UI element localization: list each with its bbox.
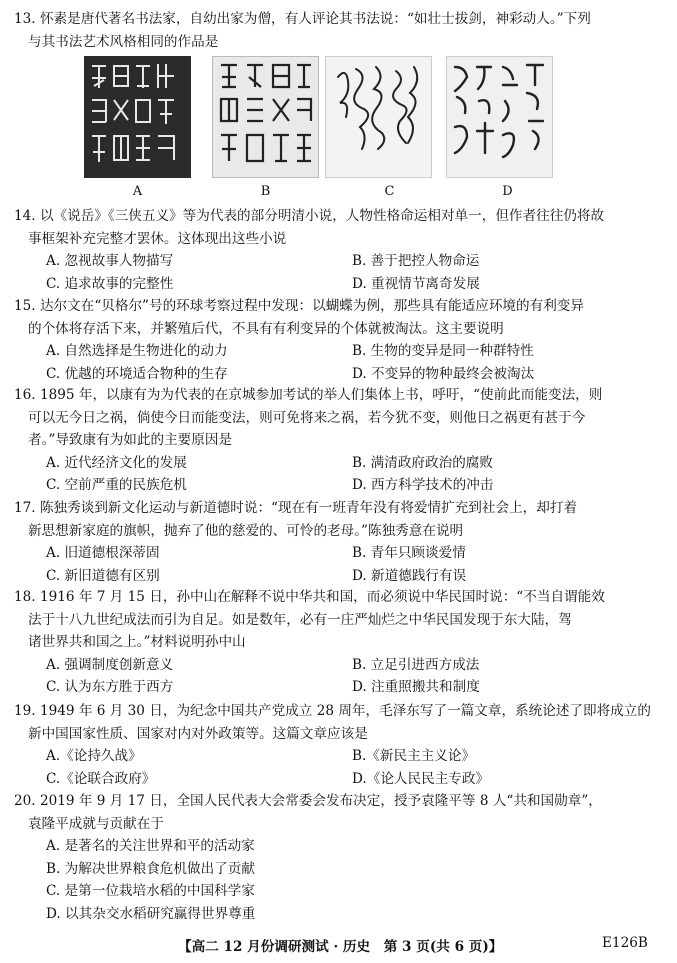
option-d: D. 不变异的物种最终会被淘汰 xyxy=(352,365,535,382)
calligraphy-image-d xyxy=(446,56,553,178)
options xyxy=(46,654,664,699)
option-b: B. 生物的变异是同一种群特性 xyxy=(352,343,534,359)
options xyxy=(46,452,664,497)
question-13 xyxy=(14,8,664,53)
question-stem: 者。”导致康有为如此的主要原因是 xyxy=(28,432,233,448)
option-b: B. 满清政府政治的腐败 xyxy=(352,454,493,471)
calligraphy-image-c xyxy=(325,56,432,178)
calligraphy-image-b xyxy=(212,56,319,178)
option-b: B. 为解决世界粮食危机做出了贡献 xyxy=(46,860,255,877)
calligraphy-images xyxy=(84,56,554,199)
question-stem: 13. 怀素是唐代著名书法家，自幼出家为僧，有人评论其书法说：“如壮士拔剑，神彩动人。”下列 xyxy=(14,11,591,27)
question-stem: 可以无今日之祸，倘使今日而能变法，则可免将来之祸，若今犹不变，则他日之祸更有甚于今 xyxy=(28,409,586,426)
question-stem: 18. 1916 年 7 月 15 日，孙中山在解释不说中华共和国，而必须说中华民国时说：“不当自谓能效 xyxy=(14,589,605,605)
question-stem: 诸世界共和国之上。”材料说明孙中山 xyxy=(28,634,246,650)
question-16 xyxy=(14,384,664,497)
option-c: C. 是第一位栽培水稻的中国科学家 xyxy=(46,883,255,899)
option-b: B. 善于把控人物命运 xyxy=(352,253,480,269)
question-18 xyxy=(14,586,664,699)
option-a: A.《论持久战》 xyxy=(46,748,142,764)
option-c: C. 空前严重的民族危机 xyxy=(46,477,187,493)
image-label-d: D xyxy=(502,184,513,199)
calligraphy-image-a xyxy=(84,56,191,178)
option-a: A. 是著名的关注世界和平的活动家 xyxy=(46,838,255,854)
option-c: C. 优越的环境适合物种的生存 xyxy=(46,365,228,382)
question-stem: 新思想新家庭的旗帜，抛弃了他的慈爱的、可怜的老母。”陈独秀意在说明 xyxy=(28,522,464,539)
options xyxy=(46,340,664,385)
options xyxy=(46,745,664,790)
option-d: D.《论人民民主专政》 xyxy=(352,770,490,787)
footer-title: 【高二 12 月份调研测试 · 历史 第 3 页(共 6 页)】 xyxy=(178,939,503,955)
question-stem: 20. 2019 年 9 月 17 日，全国人民代表大会常委会发布决定，授予袁隆平等 8 人“共和国勋章”， xyxy=(14,793,602,809)
option-a: A. 忽视故事人物描写 xyxy=(46,253,174,269)
question-stem: 19. 1949 年 6 月 30 日，为纪念中国共产党成立 28 周年，毛泽东写了一篇文章，系统论述了即将成立的 xyxy=(14,703,651,719)
question-stem: 14. 以《说岳》《三侠五义》等为代表的部分明清小说，人物性格命运相对单一，但作者往往仍将故 xyxy=(14,208,605,224)
question-20 xyxy=(14,790,664,925)
option-d: D. 注重照搬共和制度 xyxy=(352,679,480,695)
options xyxy=(46,542,664,587)
question-17 xyxy=(14,497,664,587)
option-b: B. 青年只顾谈爱情 xyxy=(352,545,466,561)
option-a: A. 自然选择是生物进化的动力 xyxy=(46,343,228,359)
option-c: C. 新旧道德有区别 xyxy=(46,567,160,584)
option-b: B.《新民主主义论》 xyxy=(352,748,476,764)
option-b: B. 立足引进西方成法 xyxy=(352,656,480,673)
question-stem: 17. 陈独秀谈到新文化运动与新道德时说：“现在有一班青年没有将爱情扩充到社会上，却打着 xyxy=(14,500,578,516)
option-a: A. 旧道德根深蒂固 xyxy=(46,545,160,561)
option-d: D. 西方科学技术的冲击 xyxy=(352,477,494,493)
option-a: A. 近代经济文化的发展 xyxy=(46,454,187,471)
option-d: D. 新道德践行有误 xyxy=(352,567,467,584)
question-15 xyxy=(14,295,664,385)
exam-code: E126B xyxy=(602,935,648,951)
question-14 xyxy=(14,205,664,295)
question-stem: 袁隆平成就与贡献在于 xyxy=(28,815,164,832)
options xyxy=(46,835,664,925)
question-stem: 法于十八九世纪成法而引为自足。如是数年，必有一庄严灿烂之中华民国发现于东大陆，驾 xyxy=(28,611,572,628)
option-c: C. 追求故事的完整性 xyxy=(46,275,174,292)
question-stem: 的个体将存活下来，并繁殖后代，不具有有利变异的个体就被淘汰。这主要说明 xyxy=(28,320,504,337)
option-a: A. 强调制度创新意义 xyxy=(46,656,174,673)
image-label-b: B xyxy=(260,184,271,199)
question-19 xyxy=(14,700,664,790)
option-d: D. 重视情节离奇发展 xyxy=(352,275,480,292)
option-c: C.《论联合政府》 xyxy=(46,770,156,787)
question-stem: 与其书法艺术风格相同的作品是 xyxy=(28,33,219,50)
question-stem: 16. 1895 年，以康有为为代表的在京城参加考试的举人们集体上书，呼吁，“使前此而能变法，则 xyxy=(14,387,603,403)
image-label-c: C xyxy=(384,184,395,199)
image-label-a: A xyxy=(132,184,143,199)
question-stem: 事框架补充完整才罢休。这体现出这些小说 xyxy=(28,230,287,247)
option-d: D. 以其杂交水稻研究赢得世界尊重 xyxy=(46,905,256,922)
option-c: C. 认为东方胜于西方 xyxy=(46,679,174,695)
question-stem: 15. 达尔文在“贝格尔”号的环球考察过程中发现：以蝴蝶为例，那些具有能适应环境的有利变异 xyxy=(14,298,584,314)
question-stem: 新中国国家性质、国家对内对外政策等。这篇文章应该是 xyxy=(28,725,368,742)
options xyxy=(46,250,664,295)
